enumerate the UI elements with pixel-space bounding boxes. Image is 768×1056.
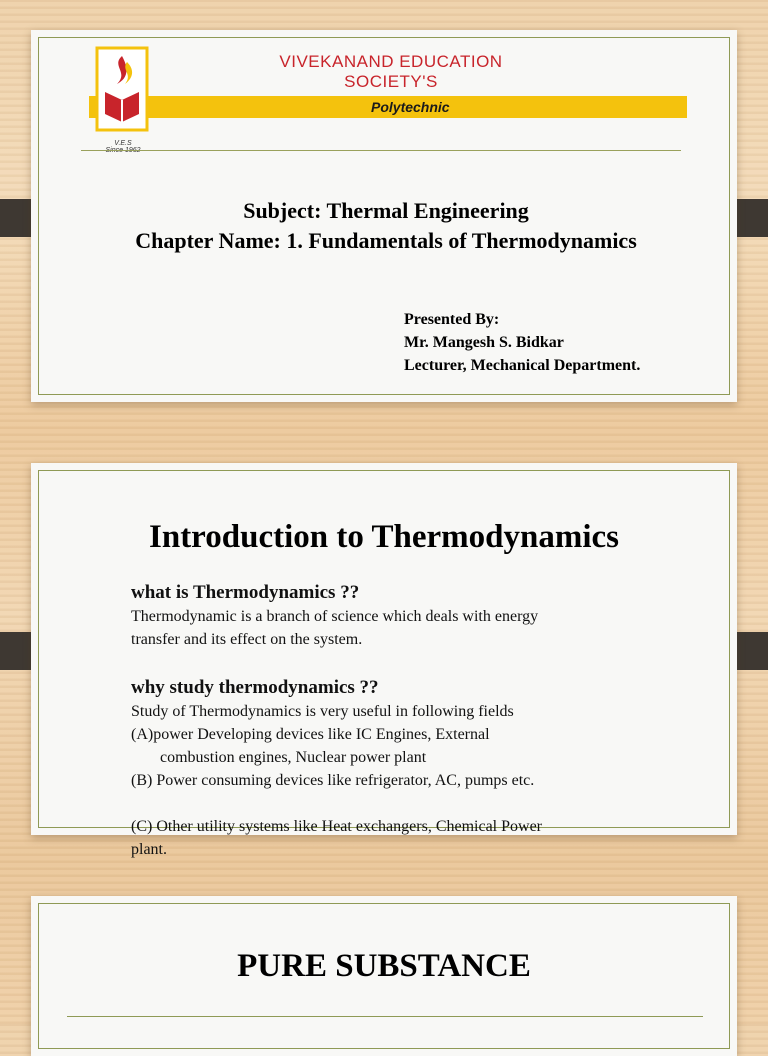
answer-text: Thermodynamic is a branch of science which deals with energy [131,608,539,625]
list-item: (C) Other utility systems like Heat exchangers, Chemical Power [131,818,543,835]
slide-title-text: Introduction to Thermodynamics [149,519,619,555]
logo-divider [81,150,681,151]
chapter-line: Chapter Name: 1. Fundamentals of Thermodynamics [135,228,637,253]
question-heading: what is Thermodynamics ?? [131,582,360,603]
slide-title-text: PURE SUBSTANCE [237,948,531,984]
list-item-continuation: combustion engines, Nuclear power plant [160,749,427,766]
presenter-info: Presented By: Mr. Mangesh S. Bidkar Lecturer, Mechanical Department. [404,311,641,374]
ves-emblem-icon [81,42,165,148]
slide-introduction [31,463,737,858]
intro-text: Study of Thermodynamics is very useful in following fields [131,703,514,720]
question-heading: why study thermodynamics ?? [131,677,379,698]
since-label: V.E.S [114,140,132,147]
title-divider [67,1016,703,1017]
list-item: (B) Power consuming devices like refrigerator, AC, pumps etc. [131,772,535,789]
slide-title [31,30,737,402]
slide-pure-substance [31,896,737,1056]
org-name: VIVEKANAND EDUCATION SOCIETY'S [279,52,503,91]
slide-body [131,580,651,861]
answer-text: transfer and its effect on the system. [131,631,363,648]
subject-line: Subject: Thermal Engineering [243,198,529,223]
org-subtitle: Polytechnic [371,99,450,115]
institution-logo [81,38,687,152]
list-item-continuation: plant. [131,841,167,858]
list-item: (A)power Developing devices like IC Engines, External [131,726,490,743]
subject-heading [31,196,741,256]
